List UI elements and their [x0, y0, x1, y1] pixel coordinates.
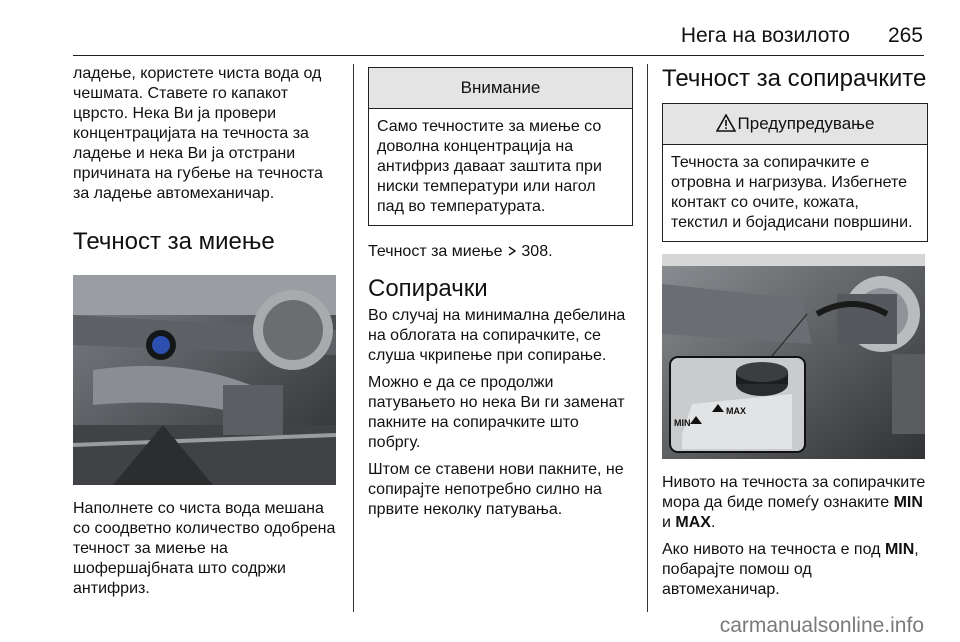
brake-fluid-level-text — [662, 473, 928, 533]
washer-fluid-heading: Течност за миење — [73, 228, 275, 255]
low-text-start: Ако нивото на течноста е под — [662, 541, 881, 558]
brakes-text-3: Штом се ставени нови пакните, не сопирајте непотребно силно на првите неколку патувања. — [368, 461, 624, 518]
warning-box — [662, 103, 928, 242]
warning-title: Предупредување — [737, 114, 875, 133]
header-rule — [73, 55, 924, 56]
min-mark-label: MIN — [674, 418, 691, 428]
washer-fluid-text: Наполнете со чиста вода мешана со соодветно количество одобрена течност за миење на шофершајбната што содржи антифриз. — [73, 500, 336, 597]
washer-fluid-photo — [73, 275, 336, 485]
brakes-text-2: Можно е да се продолжи патувањето но нека Ви ги заменат пакните на сопирачките што побргу. — [368, 374, 625, 451]
level-text-and: и — [662, 514, 671, 531]
washer-fluid-reference — [368, 242, 633, 262]
warning-triangle-icon — [716, 114, 736, 132]
column-2 — [368, 64, 633, 520]
min-mark-ref: MIN — [893, 494, 923, 511]
page-reference-arrow-icon — [507, 246, 517, 256]
column-divider — [647, 64, 648, 612]
coolant-continuation-text: ладење, користете чиста вода од чешмата. Ставете го капакот цврсто. Нека Ви ја провери концентрацијата на течноста за ладење и нека Ви ја отстрани причината на губење на течноста за ладење автомеханичар. — [73, 65, 323, 202]
max-mark-ref: MAX — [675, 514, 711, 531]
page-number: 265 — [887, 24, 923, 47]
column-divider — [353, 64, 354, 612]
column-1 — [73, 64, 341, 599]
min-mark-ref: MIN — [884, 541, 915, 558]
level-text-period: . — [710, 514, 716, 531]
reference-page[interactable]: 308. — [521, 243, 553, 260]
caution-text: Само течностите за миење со доволна концентрација на антифриз даваат заштита при ниски температури или нагол пад во температурата. — [377, 118, 602, 215]
low-text-end: , побарајте помош од автомеханичар. — [662, 541, 919, 598]
caution-box — [368, 67, 633, 226]
warning-header — [663, 104, 927, 145]
level-text-start: Нивото на течноста за сопирачките мора да биде помеѓу ознаките — [662, 474, 926, 511]
brake-fluid-heading: Течност за сопирачките — [662, 65, 927, 92]
brakes-text-1: Во случај на минимална дебелина на облогата на сопирачките, се слуша чкрипење при сопирање. — [368, 307, 626, 364]
warning-text: Течноста за сопирачките е отровна и нагризува. Избегнете контакт со очите, кожата, текстил и бојадисани површини. — [671, 154, 913, 231]
caution-title: Внимание — [369, 68, 632, 109]
column-3 — [662, 64, 928, 600]
running-header-title: Нега на возилото — [680, 24, 850, 47]
watermark: carmanualsonline.info — [719, 614, 924, 637]
brakes-heading: Сопирачки — [368, 275, 488, 302]
brake-fluid-reservoir-photo — [662, 254, 925, 459]
max-mark-label: MAX — [726, 406, 746, 416]
brake-fluid-low-text — [662, 540, 928, 600]
reference-label: Течност за миење — [368, 243, 503, 260]
